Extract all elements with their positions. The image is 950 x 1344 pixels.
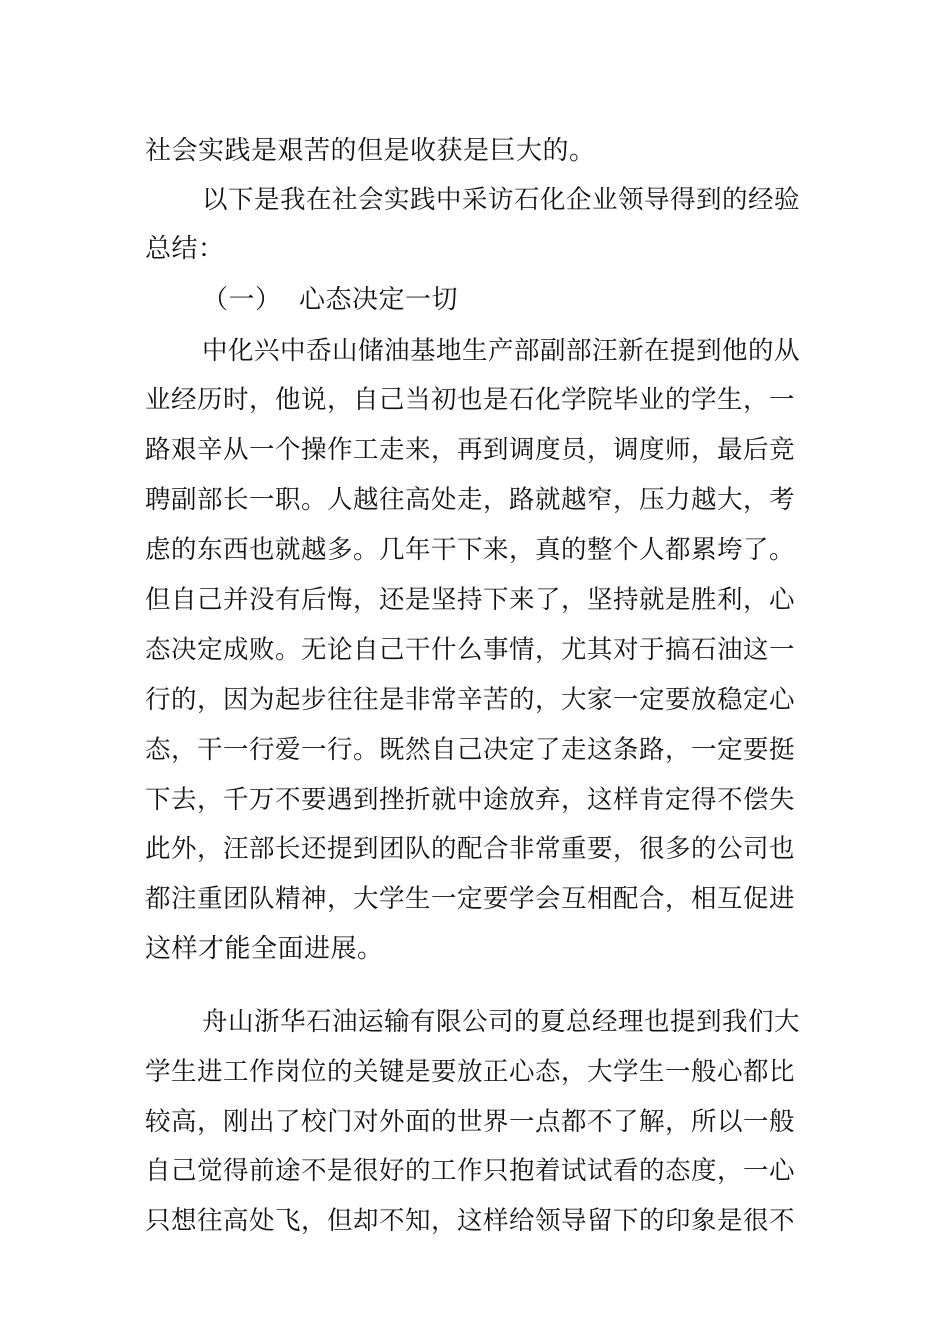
text-line: 较高，刚出了校门对外面的世界一点都不了解，所以一般: [145, 1107, 796, 1137]
text-line: 舟山浙华石油运输有限公司的夏总经理也提到我们大: [202, 1007, 801, 1037]
text-line: 学生进工作岗位的关键是要放正心态，大学生一般心都比: [145, 1057, 796, 1087]
text-line: 行的，因为起步往往是非常辛苦的，大家一定要放稳定心: [145, 685, 796, 715]
text-line: 但自己并没有后悔，还是坚持下来了，坚持就是胜利，心: [145, 585, 796, 615]
section-heading: （一） 心态决定一切: [202, 285, 459, 315]
text-line: 态决定成败。无论自己干什么事情，尤其对于搞石油这一: [145, 635, 796, 665]
text-line: 聘副部长一职。人越往高处走，路就越窄，压力越大，考: [145, 485, 796, 515]
text-line: 中化兴中岙山储油基地生产部副部汪新在提到他的从: [202, 336, 801, 366]
text-line: 只想往高处飞，但却不知，这样给领导留下的印象是很不: [145, 1206, 796, 1236]
text-line: 都注重团队精神，大学生一定要学会互相配合，相互促进: [145, 884, 796, 914]
text-line: 总结：: [145, 234, 225, 264]
text-line: 此外，汪部长还提到团队的配合非常重要，很多的公司也: [145, 834, 796, 864]
text-line: 社会实践是艰苦的但是收获是巨大的。: [145, 136, 596, 166]
text-line: 自己觉得前途不是很好的工作只抱着试试看的态度，一心: [145, 1156, 796, 1186]
text-line: 业经历时，他说，自己当初也是石化学院毕业的学生，一: [145, 385, 796, 415]
text-line: 下去，千万不要遇到挫折就中途放弃，这样肯定得不偿失: [145, 785, 796, 815]
text-line: 以下是我在社会实践中采访石化企业领导得到的经验: [202, 185, 801, 215]
text-line: 路艰辛从一个操作工走来，再到调度员，调度师，最后竞: [145, 435, 796, 465]
text-line: 这样才能全面进展。: [145, 934, 384, 964]
text-line: 态，干一行爱一行。既然自己决定了走这条路，一定要挺: [145, 735, 796, 765]
text-line: 虑的东西也就越多。几年干下来，真的整个人都累垮了。: [145, 535, 796, 565]
